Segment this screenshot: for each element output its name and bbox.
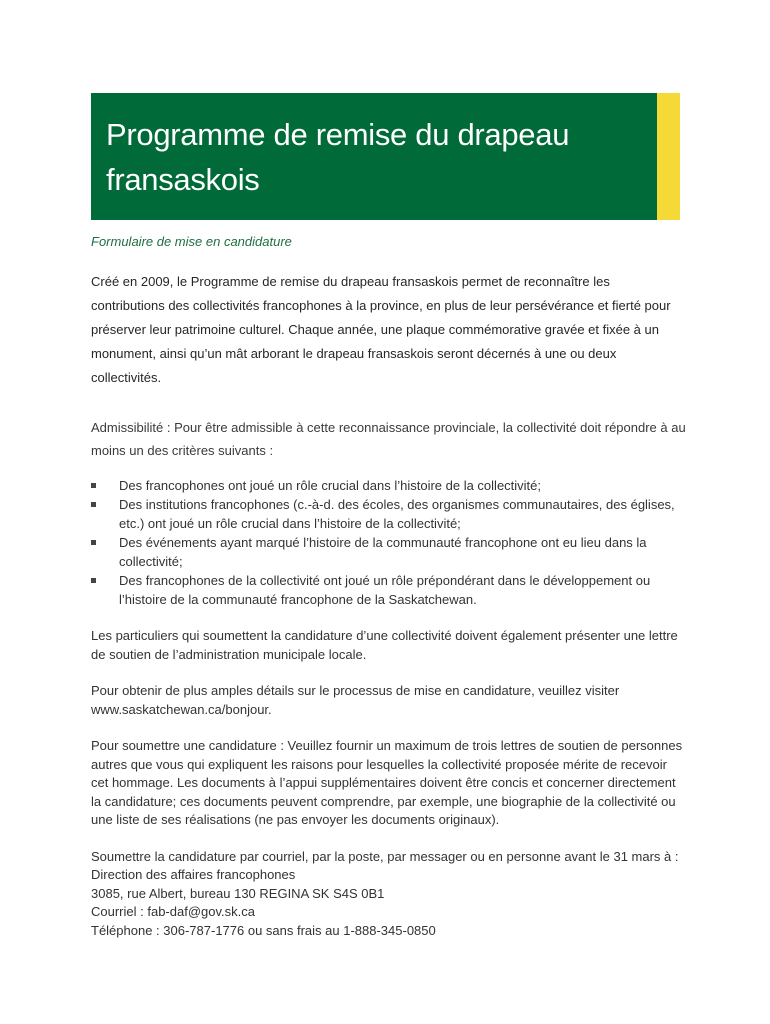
criterion-text: Des francophones ont joué un rôle crucial dans l’histoire de la collectivité; [119, 478, 542, 493]
office-name: Direction des affaires francophones [91, 867, 296, 882]
form-subtitle: Formulaire de mise en candidature [91, 234, 292, 249]
support-letter-paragraph: Les particuliers qui soumettent la candidature d’une collectivité doivent également présenter une lettre de soutien de l’administration municipale locale. [91, 628, 678, 662]
banner-accent-stripe [657, 93, 680, 220]
contact-email: Courriel : fab-daf@gov.sk.ca [91, 904, 255, 919]
criteria-list [91, 476, 686, 609]
bullet-icon [91, 483, 96, 488]
bullet-icon [91, 502, 96, 507]
bullet-icon [91, 540, 96, 545]
criterion-text: Des événements ayant marqué l’histoire de la communauté francophone ont eu lieu dans la collectivité; [119, 535, 647, 569]
list-item [91, 476, 686, 495]
criterion-text: Des institutions francophones (c.-à-d. des écoles, des organismes communautaires, des églises, etc.) ont joué un rôle crucial dans l’histoire de la collectivité; [119, 497, 675, 531]
deadline-text: Soumettre la candidature par courriel, par la poste, par messager ou en personne avant le 31 mars à : [91, 848, 679, 864]
document-body [91, 270, 686, 940]
list-item [91, 495, 686, 533]
contact-block [91, 848, 686, 941]
submission-paragraph: Pour soumettre une candidature : Veuillez fournir un maximum de trois lettres de soutien de personnes autres que vous qui expliquent les raisons pour lesquelles la collectivité proposée mérite de recevoir cet hommage. Les documents à l’appui supplémentaires doivent être concis et concerner directement la candidature; ces documents peuvent comprendre, par exemple, une biographie de la collectivité ou une liste de ses réalisations (ne pas envoyer les documents originaux). [91, 738, 683, 827]
list-item [91, 533, 686, 571]
page-title: Programme de remise du drapeau fransaskois [106, 117, 570, 197]
mailing-address: 3085, rue Albert, bureau 130 REGINA SK S4S 0B1 [91, 885, 385, 901]
intro-paragraph: Créé en 2009, le Programme de remise du drapeau fransaskois permet de reconnaître les contributions des collectivités francophones à la province, en plus de leur persévérance et fierté pour préserver leur patrimoine culturel. Chaque année, une plaque commémorative gravée et fixée à un monument, ainsi qu’un mât arborant le drapeau fransaskois seront décernés à une ou deux collectivités. [91, 274, 671, 385]
list-item [91, 571, 686, 609]
criterion-text: Des francophones de la collectivité ont joué un rôle prépondérant dans le développement ou l’histoire de la communauté francophone de la Saskatchewan. [119, 573, 651, 607]
bullet-icon [91, 578, 96, 583]
eligibility-paragraph: Admissibilité : Pour être admissible à cette reconnaissance provinciale, la collectivité doit répondre à au moins un des critères suivants : [91, 420, 686, 458]
contact-phone: Téléphone : 306-787-1776 ou sans frais au 1-888-345-0850 [91, 922, 436, 938]
more-info-paragraph: Pour obtenir de plus amples détails sur le processus de mise en candidature, veuillez visiter www.saskatchewan.ca/bonjour. [91, 683, 620, 717]
